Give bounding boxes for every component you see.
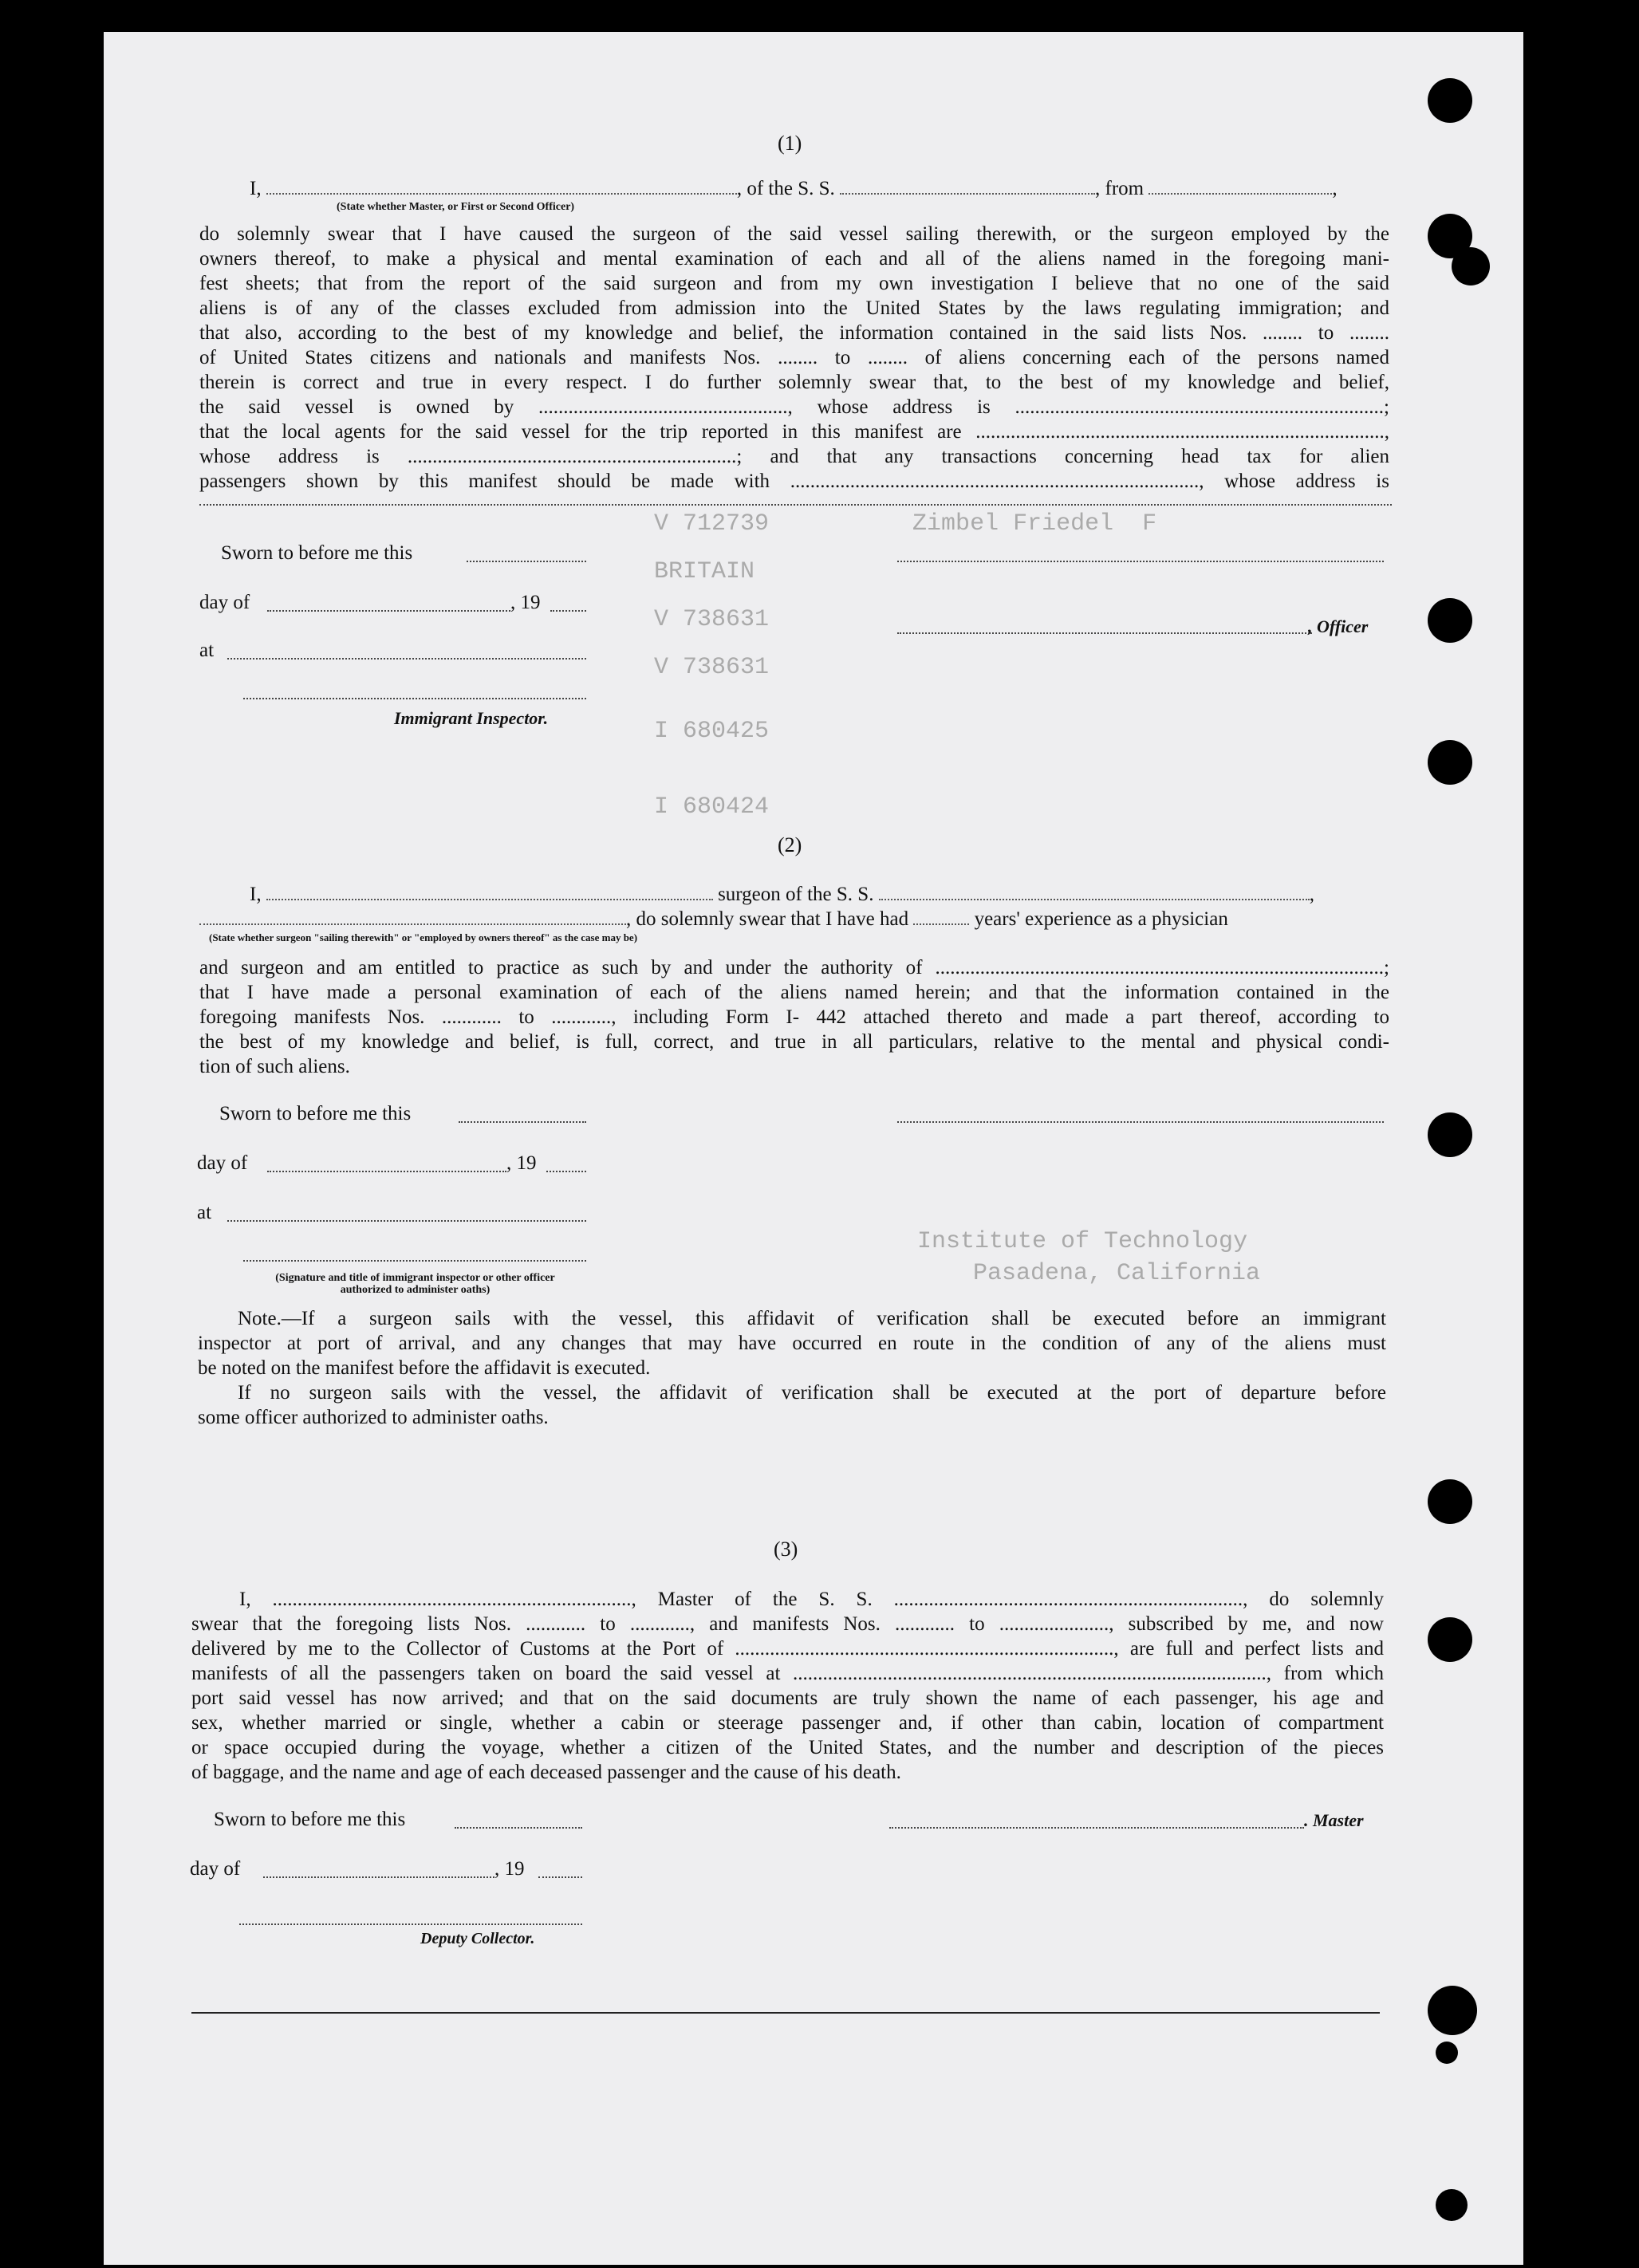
body-line: the best of my knowledge and belief, is full, correct, and true in all particulars, relative to the mental and physical condi- [199, 1031, 1389, 1053]
bleed-through-text: V 712739 Zimbel Friedel F [654, 510, 1157, 537]
body-line: I, ........................................................................, Master of the S. S. ......................................................................, do solemnly [239, 1589, 1384, 1610]
punch-hole [1428, 1986, 1477, 2035]
body-line: whose address is ..................................................................; and that any transactions concerning head tax for alien [199, 446, 1389, 467]
body-line: and surgeon and am entitled to practice as such by and under the authority of ..........................................................................................; [199, 957, 1389, 978]
year-field[interactable] [538, 1876, 582, 1878]
officer-label: , Officer [1308, 616, 1369, 636]
body-line: the said vessel is owned by .................................................., whose address is ..........................................................................; [199, 396, 1389, 418]
bleed-through-text: Pasadena, California [973, 1260, 1261, 1287]
body-line: of United States citizens and nationals and manifests Nos. ........ to ........ of aliens concerning each of the persons named [199, 347, 1389, 368]
section-3-number: (3) [774, 1538, 798, 1561]
punch-hole [1428, 1479, 1472, 1524]
punch-hole [1436, 2189, 1468, 2221]
vessel-name-field[interactable] [840, 177, 1095, 195]
body-line: or space occupied during the voyage, whether a citizen of the United States, and the number and description of the pieces [191, 1737, 1384, 1758]
section-2-line-2: , do solemnly swear that I have had years' experience as a physician [199, 908, 1228, 931]
day-of-field[interactable] [267, 1171, 506, 1172]
bleed-through-text: V 738631 [654, 654, 770, 681]
day-of-label: day of [197, 1152, 248, 1174]
body-line: tion of such aliens. [199, 1056, 350, 1077]
section-1-number: (1) [778, 132, 802, 155]
body-line: delivered by me to the Collector of Customs at the Port of ............................................................................, are full and perfect lists and [191, 1638, 1384, 1660]
note-line: Note.—If a surgeon sails with the vessel, this affidavit of verification shall be executed before an immigrant [238, 1308, 1386, 1329]
officer-signature-field[interactable] [897, 1121, 1384, 1123]
sworn-date-field[interactable] [459, 1121, 586, 1123]
inspector-signature-field[interactable] [243, 1260, 586, 1262]
sworn-label: Sworn to before me this [214, 1809, 406, 1830]
body-line: passengers shown by this manifest should be made with .................................................................................., whose address is [199, 471, 1389, 492]
day-of-label: day of [190, 1858, 241, 1880]
collector-signature-field[interactable] [239, 1923, 582, 1925]
section-3-body [191, 1587, 1384, 1785]
signature-caption: (Signature and title of immigrant inspector or other officer authorized to administer oaths) [275, 1272, 555, 1296]
punch-hole [1436, 2042, 1458, 2064]
collector-caption: Deputy Collector. [420, 1930, 535, 1947]
bleed-through-text: I 680424 [654, 793, 770, 821]
surgeon-caption: (State whether surgeon "sailing therewith" or "employed by owners thereof" as the case may be) [209, 931, 638, 943]
day-of-label: day of [199, 592, 250, 613]
body-line: owners thereof, to make a physical and mental examination of each and all of the aliens named in the foregoing mani- [199, 248, 1389, 270]
year-field[interactable] [546, 1171, 586, 1172]
punch-hole [1428, 1617, 1472, 1662]
punch-hole [1452, 247, 1490, 285]
punch-hole [1428, 598, 1472, 643]
note-line: inspector at port of arrival, and any changes that may have occurred en route in the condition of any of the aliens must [198, 1333, 1386, 1354]
bleed-through-text: BRITAIN [654, 558, 755, 585]
bleed-through-text: V 738631 [654, 606, 770, 633]
sworn-date-field[interactable] [467, 561, 586, 562]
years-field[interactable] [913, 908, 969, 925]
officer-caption: (State whether Master, or First or Second Officer) [337, 201, 575, 213]
note-line: be noted on the manifest before the affidavit is executed. [198, 1357, 651, 1379]
sworn-label: Sworn to before me this [219, 1103, 412, 1124]
section-2-line-1: I, surgeon of the S. S. , [250, 884, 1314, 905]
year-label: , 19 [510, 592, 541, 613]
day-of-field[interactable] [263, 1876, 494, 1878]
address-field[interactable] [199, 504, 1392, 506]
body-line: port said vessel has now arrived; and that on the said documents are truly shown the name of each passenger, his age and [191, 1687, 1384, 1709]
body-line: do solemnly swear that I have caused the surgeon of the said vessel sailing therewith, or the surgeon employed by the [199, 223, 1389, 245]
year-label: , 19 [506, 1152, 537, 1174]
body-line: manifests of all the passengers taken on board the said vessel at ..............................................................................................., from which [191, 1663, 1384, 1684]
body-line: therein is correct and true in every respect. I do further solemnly swear that, to the best of my knowledge and belief, [199, 372, 1389, 393]
note-block [198, 1306, 1386, 1430]
officer-signature-field[interactable] [897, 632, 1312, 634]
surgeon-status-field[interactable] [199, 908, 626, 925]
note-line: some officer authorized to administer oaths. [198, 1407, 549, 1428]
note-line: If no surgeon sails with the vessel, the affidavit of verification shall be executed at the port of departure before [238, 1382, 1386, 1404]
body-line: aliens is of any of the classes excluded from admission into the United States by the laws regulating immigration; and [199, 297, 1389, 319]
at-field[interactable] [227, 658, 586, 660]
bleed-through-text: I 680425 [654, 718, 770, 745]
sworn-label: Sworn to before me this [221, 542, 413, 564]
surgeon-name-field[interactable] [266, 883, 713, 900]
master-label: . Master [1304, 1810, 1364, 1830]
section-2-number: (2) [778, 833, 802, 856]
body-line: that I have made a personal examination of each of the aliens named herein; and that the information contained in the [199, 982, 1389, 1003]
at-field[interactable] [227, 1220, 586, 1222]
body-line: swear that the foregoing lists Nos. ............ to ............, and manifests Nos. ............ to ......................, subscribed by me, and now [191, 1613, 1384, 1635]
day-of-field[interactable] [267, 610, 510, 612]
body-line: of baggage, and the name and age of each deceased passenger and the cause of his death. [191, 1762, 901, 1783]
punch-hole [1428, 740, 1472, 785]
master-signature-field[interactable] [889, 1827, 1304, 1829]
at-label: at [199, 640, 215, 661]
section-1-line-1: I, , of the S. S. , from , [250, 178, 1338, 199]
year-label: , 19 [494, 1858, 525, 1880]
inspector-signature-field[interactable] [243, 698, 586, 699]
bleed-through-text: Institute of Technology [917, 1228, 1248, 1255]
officer-name-field[interactable] [266, 177, 737, 195]
body-line: that also, according to the best of my knowledge and belief, the information contained in the said lists Nos. ........ to ........ [199, 322, 1389, 344]
sworn-date-field[interactable] [455, 1827, 582, 1829]
officer-signature-top-field[interactable] [897, 561, 1384, 562]
from-port-field[interactable] [1148, 177, 1332, 195]
punch-hole [1428, 1112, 1472, 1157]
at-label: at [197, 1202, 212, 1223]
body-line: foregoing manifests Nos. ............ to ............, including Form I- 442 attached thereto and made a part thereof, according to [199, 1006, 1389, 1028]
body-line: that the local agents for the said vessel for the trip reported in this manifest are .................................................................................., [199, 421, 1389, 443]
body-line: fest sheets; that from the report of the said surgeon and from my own investigation I believe that no one of the said [199, 273, 1389, 294]
bottom-rule [191, 2012, 1380, 2014]
section-2-body [199, 955, 1389, 1079]
punch-hole [1428, 78, 1472, 123]
inspector-caption: Immigrant Inspector. [394, 708, 549, 728]
year-field[interactable] [550, 610, 586, 612]
surgeon-vessel-field[interactable] [879, 883, 1310, 900]
body-line: sex, whether married or single, whether a cabin or steerage passenger and, if other than cabin, location of compartment [191, 1712, 1384, 1734]
section-1-body [199, 222, 1389, 494]
